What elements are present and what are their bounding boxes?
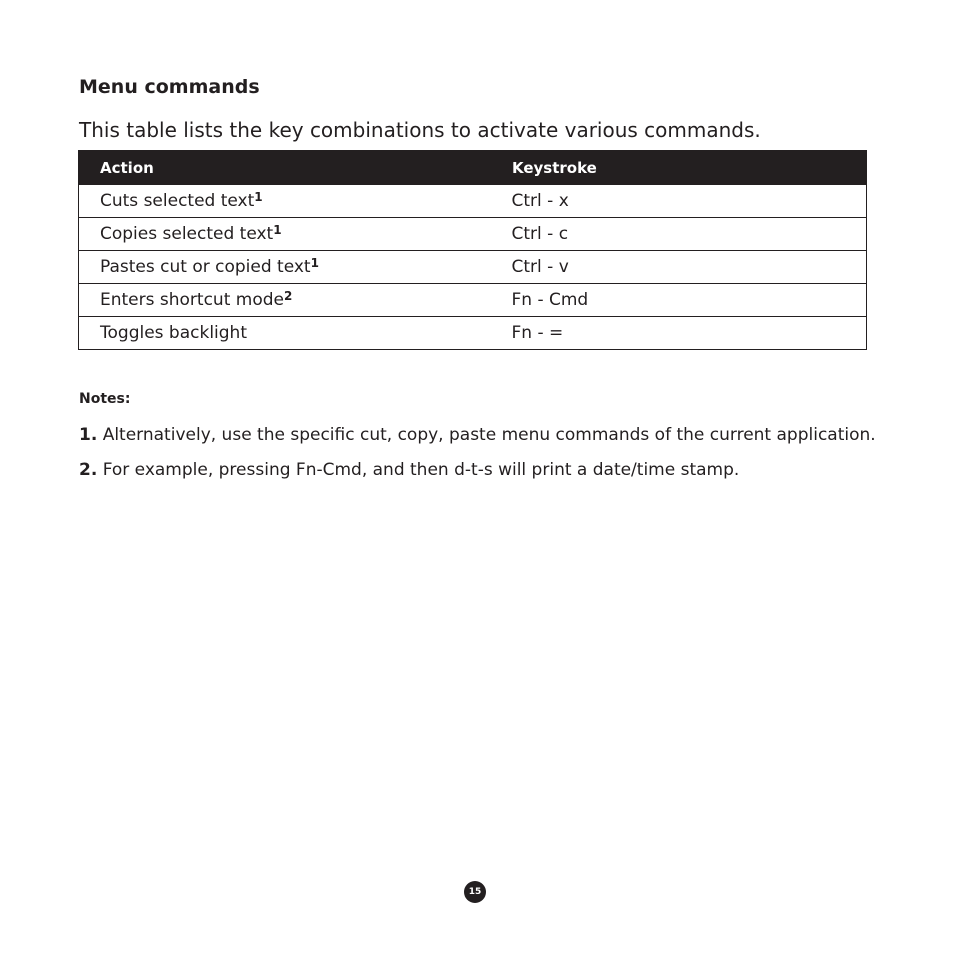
keystroke-cell: Ctrl - c (491, 218, 867, 251)
header-action: Action (79, 151, 491, 185)
table-row (79, 317, 867, 350)
action-cell (79, 185, 491, 218)
action-cell (79, 251, 491, 284)
table-row (79, 251, 867, 284)
keystroke-cell: Fn - Cmd (491, 284, 867, 317)
notes-title: Notes: (79, 391, 131, 407)
table-row (79, 185, 867, 218)
page-number-badge: 15 (464, 881, 486, 903)
table-row (79, 284, 867, 317)
footnote-ref: 1 (254, 190, 263, 204)
note-item (79, 458, 739, 482)
footnote-ref: 1 (310, 256, 319, 270)
note-text: For example, pressing Fn-Cmd, and then d-t-s will print a date/time stamp. (97, 460, 740, 480)
action-cell (79, 218, 491, 251)
note-item (79, 423, 876, 447)
action-cell (79, 284, 491, 317)
action-text: Copies selected text (100, 224, 274, 244)
table-row (79, 218, 867, 251)
commands-table (78, 150, 867, 350)
action-text: Cuts selected text (100, 191, 255, 211)
footnote-ref: 2 (283, 289, 293, 303)
intro-paragraph: This table lists the key combinations to activate various commands. (79, 118, 761, 142)
note-text: Alternatively, use the specific cut, copy, paste menu commands of the current application. (97, 425, 876, 445)
note-number: 1. (79, 425, 98, 445)
action-text: Toggles backlight (100, 323, 247, 343)
table-header-row (79, 151, 867, 185)
section-heading: Menu commands (79, 76, 260, 98)
action-cell (79, 317, 491, 350)
action-text: Enters shortcut mode (100, 290, 284, 310)
footnote-ref: 1 (273, 223, 282, 237)
keystroke-cell: Ctrl - v (491, 251, 867, 284)
keystroke-cell: Ctrl - x (491, 185, 867, 218)
action-text: Pastes cut or copied text (100, 257, 311, 277)
note-number: 2. (79, 460, 98, 480)
keystroke-cell: Fn - = (491, 317, 867, 350)
header-keystroke: Keystroke (491, 151, 867, 185)
